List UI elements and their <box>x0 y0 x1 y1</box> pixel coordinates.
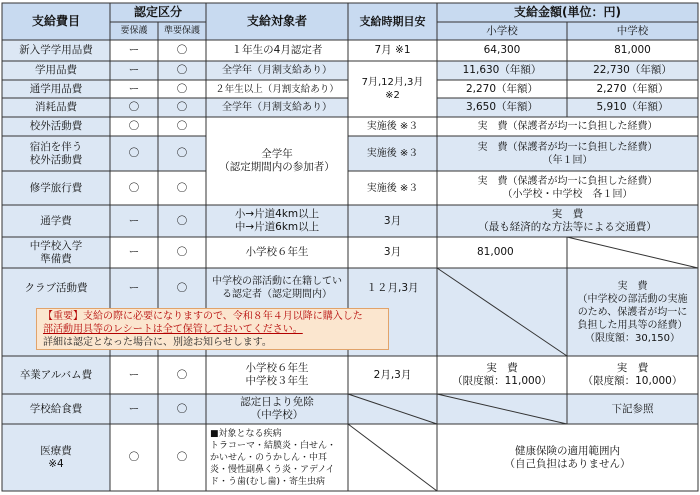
row8-cat-b: 〇 <box>176 214 188 227</box>
row4-junior: 5,910（年額） <box>596 101 669 113</box>
row10-junior: 実 費 （中学校の部活動の実施 のため、保護者が均一に 負担した用具等の経費） （限度額：30,150） <box>577 280 688 344</box>
row9-elementary: 81,000 <box>477 246 514 258</box>
row11-cat-b: 〇 <box>176 368 188 381</box>
row8-target: 小→片道4km以上 中→片道6km以上 <box>234 208 320 233</box>
row4-cat-b: 〇 <box>176 101 188 113</box>
notice-line-1: 【重要】支給の際に必要になりますので、令和８年４月以降に購入した <box>43 311 363 322</box>
header-cat-b: 準要保護 <box>163 25 200 36</box>
row11-timing: 2月,3月 <box>373 368 412 381</box>
timing-rows-2-4: 7月,12月,3月 ※2 <box>361 77 424 101</box>
header-timing: 支給時期目安 <box>359 15 426 28</box>
header-junior: 中学校 <box>616 24 649 37</box>
row5-timing: 実施後 ※３ <box>366 121 419 132</box>
row6-item: 宿泊を伴う 校外活動費 <box>29 140 83 166</box>
row6-amount: 実 費（保護者が均一に負担した経費） （年１回） <box>477 141 658 166</box>
row5-cat-a: 〇 <box>128 120 140 132</box>
header-category: 認定区分 <box>133 5 182 19</box>
row11-junior: 実 費 （限度額：10,000） <box>582 362 683 387</box>
row13-cat-a: 〇 <box>128 451 140 463</box>
row5-item: 校外活動費 <box>29 120 83 132</box>
row9-timing: 3月 <box>383 246 402 258</box>
row3-elementary: 2,270（年額） <box>465 82 539 95</box>
row4-target: 全学年（月割支給あり） <box>222 102 332 113</box>
row9-cat-a: ー <box>128 246 140 258</box>
row8-item: 通学費 <box>40 214 72 227</box>
row3-cat-a: ー <box>128 82 140 95</box>
header-item: 支給費目 <box>31 14 80 28</box>
header-amount: 支給金額(単位：円) <box>514 5 621 19</box>
row12-cat-a: ー <box>128 402 140 415</box>
row7-timing: 実施後 ※３ <box>366 182 419 194</box>
row1-item: 新入学学用品費 <box>19 44 93 56</box>
row5-cat-b: 〇 <box>176 120 188 132</box>
header-cat-a: 要保護 <box>120 25 148 36</box>
row1-timing: 7月 ※1 <box>374 44 411 56</box>
row12-item: 学校給食費 <box>29 402 83 415</box>
row10-target: 中学校の部活動に在籍してい る認定者（認定期間内） <box>212 276 342 300</box>
row1-junior: 81,000 <box>614 44 651 56</box>
row11-item: 卒業アルバム費 <box>19 368 93 381</box>
row11-cat-a: ー <box>128 368 140 381</box>
row7-cat-b: 〇 <box>176 181 188 194</box>
row10-cat-a: ー <box>128 281 140 294</box>
row7-cat-a: 〇 <box>128 181 140 194</box>
row2-target: 全学年（月割支給あり） <box>222 65 332 76</box>
notice-line-2: 部活動用具等のレシートは全て保管しておいてください。 <box>43 324 303 335</box>
row12-target: 認定日より免除 （中学校） <box>240 396 314 421</box>
target-rows-5-7: 全学年 （認定期間内の参加者） <box>219 148 335 173</box>
row13-target: ■対象となる疾病 トラコーマ・結膜炎・白せん・ かいせん・のうかしん・中耳 炎・慢性副鼻くう炎・アデノイ ド・う歯(むし歯)・寄生虫病 <box>210 428 337 487</box>
row3-junior: 2,270（年額） <box>596 82 669 95</box>
row3-item: 通学用品費 <box>29 82 83 95</box>
row7-item: 修学旅行費 <box>29 181 83 194</box>
header-elementary: 小学校 <box>486 24 518 37</box>
row3-cat-b: 〇 <box>176 82 188 95</box>
row4-item: 消耗品費 <box>35 101 77 113</box>
header-target: 支給対象者 <box>246 14 307 28</box>
row13-cat-b: 〇 <box>176 451 188 463</box>
row11-target: 小学校６年生 中学校３年生 <box>245 362 309 387</box>
row13-item: 医療費 ※4 <box>40 444 72 470</box>
row12-cat-b: 〇 <box>176 402 188 415</box>
row6-timing: 実施後 ※３ <box>366 148 419 159</box>
row9-target: 小学校６年生 <box>245 246 309 258</box>
row9-cat-b: 〇 <box>176 246 188 258</box>
row11-elementary: 実 費 （限度額：11,000） <box>452 362 552 387</box>
row1-cat-b: 〇 <box>176 44 188 56</box>
row4-cat-a: 〇 <box>128 101 140 113</box>
row10-item: クラブ活動費 <box>24 281 88 294</box>
row10-timing: １２月,3月 <box>366 281 419 294</box>
row8-amount: 実 費 （最も経済的な方法等による交通費） <box>478 208 657 233</box>
row12-junior: 下記参照 <box>611 402 654 415</box>
row1-cat-a: ー <box>128 44 140 56</box>
row8-cat-a: ー <box>128 214 140 227</box>
row2-cat-b: 〇 <box>176 64 188 76</box>
notice-line-3: 詳細は認定となった場合に、別途お知らせします。 <box>43 337 272 348</box>
row6-cat-b: 〇 <box>176 147 188 159</box>
row1-target: １年生の4月認定者 <box>231 44 323 56</box>
row6-cat-a: 〇 <box>128 147 140 159</box>
row5-amount: 実 費（保護者が均一に負担した経費） <box>477 121 658 132</box>
row13-amount: 健康保険の適用範囲内 （自己負担はありません） <box>504 444 631 470</box>
important-notice <box>36 308 389 350</box>
row3-target: ２年生以上（月割支給あり） <box>215 83 339 95</box>
row7-amount: 実 費（保護者が均一に負担した経費） （小学校・中学校 各１回） <box>477 176 658 200</box>
row9-item: 中学校入学 準備費 <box>29 239 83 265</box>
row2-item: 学用品費 <box>35 64 77 76</box>
row2-elementary: 11,630（年額） <box>462 64 542 76</box>
row10-cat-b: 〇 <box>176 281 188 294</box>
row8-timing: 3月 <box>383 214 402 227</box>
row1-elementary: 64,300 <box>483 44 521 56</box>
row4-elementary: 3,650（年額） <box>465 101 539 113</box>
row2-cat-a: ー <box>128 64 140 76</box>
row2-junior: 22,730（年額） <box>593 64 672 76</box>
